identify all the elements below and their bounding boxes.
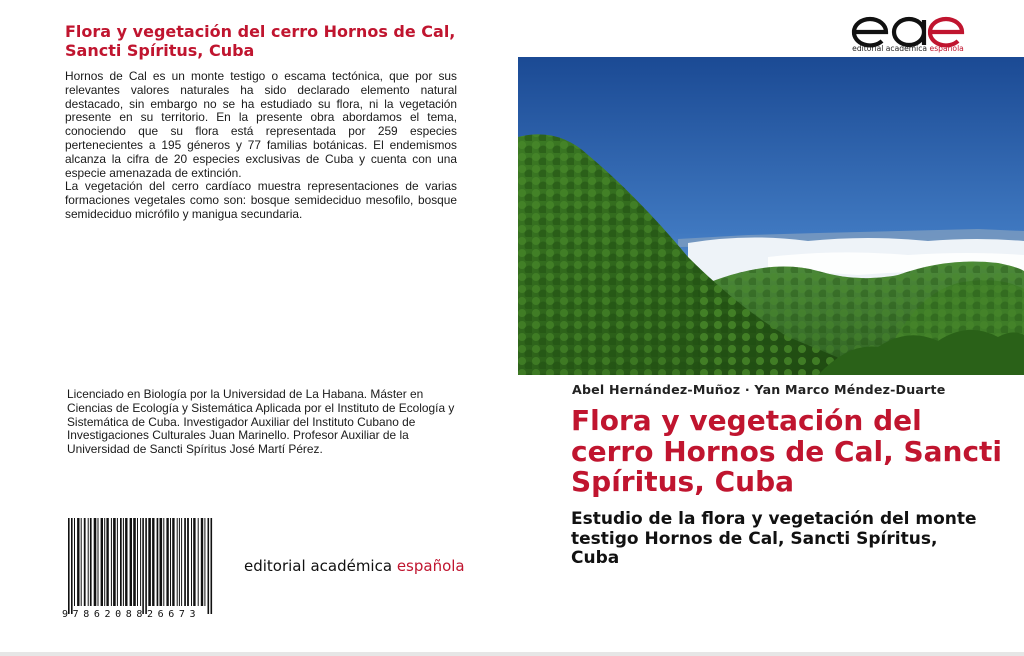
barcode-bar	[77, 518, 79, 606]
barcode-bar	[193, 518, 195, 606]
barcode-bar	[179, 518, 180, 606]
barcode-bar	[117, 518, 118, 606]
barcode-bar	[211, 518, 213, 614]
publisher-name-main: editorial académica	[244, 557, 393, 575]
publisher-name	[244, 557, 465, 575]
page-bottom-divider	[0, 652, 1024, 656]
forested-mountains-image	[518, 57, 1024, 375]
isbn-number: 9786208826673	[62, 609, 201, 620]
book-subtitle: Estudio de la flora y vegetación del monte testigo Hornos de Cal, Sancti Spíritus, Cuba	[571, 509, 977, 568]
barcode-bar	[198, 518, 199, 606]
barcode-bar	[123, 518, 124, 606]
barcode-bar	[101, 518, 103, 606]
barcode-bar	[157, 518, 159, 606]
barcode-bar	[111, 518, 112, 606]
barcode-icon	[62, 518, 237, 614]
barcode-bar	[187, 518, 189, 606]
barcode-bar	[181, 518, 182, 606]
barcode-bar	[133, 518, 136, 606]
barcode-bar	[81, 518, 82, 606]
barcode-bar	[68, 518, 70, 614]
logo-caption-accent: española	[929, 44, 964, 53]
barcode-bar	[84, 518, 86, 606]
barcode-bar	[172, 518, 174, 606]
barcode-bar	[145, 518, 147, 614]
logo-caption-main: editorial académica	[852, 44, 928, 53]
barcode-bar	[170, 518, 171, 606]
barcode-bar	[98, 518, 99, 606]
back-cover-title: Flora y vegetación del cerro Hornos de Cal, Sancti Spíritus, Cuba	[65, 22, 456, 60]
back-cover-blurb	[65, 70, 457, 222]
barcode-bar	[130, 518, 132, 606]
logo-caption	[850, 44, 966, 53]
barcode-bar	[204, 518, 205, 606]
barcode-bar	[152, 518, 154, 606]
barcode-bar	[148, 518, 151, 606]
barcode-bar	[125, 518, 127, 606]
barcode-bar	[191, 518, 192, 606]
barcode-bar	[88, 518, 89, 606]
blurb-paragraph: Hornos de Cal es un monte testigo o escama tectónica, que por sus relevantes valores naturales ha sido declarado elemento natural destacado, sin embargo no se ha estudiado su flora, ni la vegetación presente en su territorio. En la presente obra abordamos el tema, conociendo que su flora está representada por 259 especies pertenecientes a 195 géneros y 77 familias botánicas. El endemismos alcanza la cifra de 20 especies exclusivas de Cuba y cuenta con una especie amenazada de extinción.	[65, 69, 457, 180]
barcode-bar	[184, 518, 186, 606]
barcode-bar	[120, 518, 122, 606]
barcode-bar	[160, 518, 163, 606]
barcode-bar	[71, 518, 73, 614]
barcode-bar	[163, 518, 164, 606]
barcode-bar	[90, 518, 92, 606]
barcode-bar	[137, 518, 138, 606]
barcode-bar	[140, 518, 141, 606]
barcode-bar	[94, 518, 97, 606]
barcode-bar	[208, 518, 210, 614]
blurb-paragraph: La vegetación del cerro cardíaco muestra representaciones de varias formaciones vegetales como son: bosque semideciduo mesofilo, bosque semideciduo micrófilo y manigua secundaria.	[65, 179, 457, 221]
barcode-bar	[74, 518, 75, 606]
publisher-name-accent: española	[396, 557, 465, 575]
barcode-bar	[113, 518, 116, 606]
cover-photo	[518, 57, 1024, 375]
barcode-bar	[104, 518, 105, 606]
barcode-bar	[106, 518, 108, 606]
barcode-bar	[142, 518, 144, 614]
author-bio: Licenciado en Biología por la Universidad de La Habana. Máster en Ciencias de Ecología y Sistemática Aplicada por el Instituto de Ecología y Sistemática de Cuba. Investigador Auxiliar del Instituto Cubano de Investigaciones Culturales Juan Marinello. Profesor Auxiliar de la Universidad de Sancti Spíritus José Martí Pérez.	[67, 387, 455, 457]
book-title: Flora y vegetación del cerro Hornos de Cal, Sancti Spíritus, Cuba	[571, 404, 1003, 498]
barcode-bar	[201, 518, 203, 606]
barcode-bar	[166, 518, 168, 606]
book-authors: Abel Hernández-Muñoz · Yan Marco Méndez-Duarte	[572, 382, 946, 397]
barcode-bar	[177, 518, 178, 606]
